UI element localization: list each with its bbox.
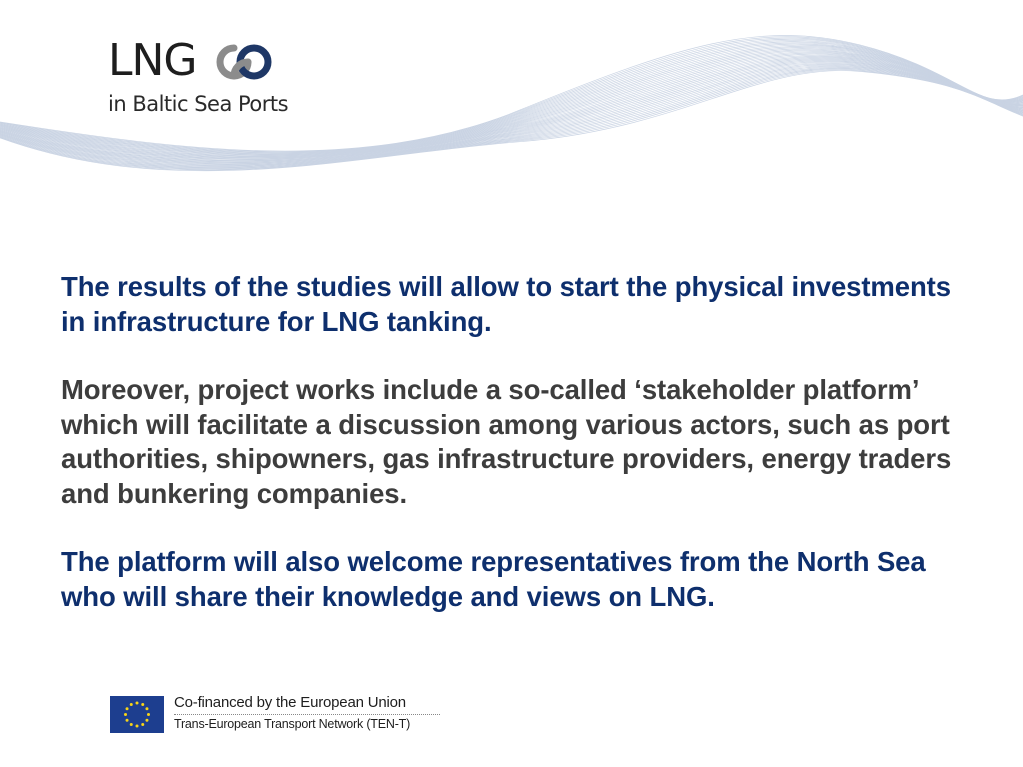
logo-subtitle: in Baltic Sea Ports	[108, 92, 289, 116]
ten-t-text: Trans-European Transport Network (TEN-T)	[174, 717, 411, 731]
paragraph-north-sea: The platform will also welcome representatives from the North Sea who will share their knowledge and views on LNG.	[61, 546, 926, 612]
eu-star	[136, 725, 139, 728]
paragraph-stakeholder-platform: Moreover, project works include a so-called ‘stakeholder platform’ which will facilitate a discussion among various actors, such as port authorities, shipowners, gas infrastructure providers, energy traders and bunkering companies.	[61, 374, 952, 509]
eu-star	[130, 723, 133, 726]
eu-star	[141, 723, 144, 726]
eu-star	[126, 719, 129, 722]
eu-star	[145, 707, 148, 710]
paragraph-results: The results of the studies will allow to start the physical investments in infrastructure for LNG tanking.	[61, 271, 951, 337]
eu-star	[126, 707, 129, 710]
eu-star	[124, 713, 127, 716]
eu-flag-icon	[110, 696, 164, 733]
eu-star	[136, 702, 139, 705]
eu-star	[130, 703, 133, 706]
slide-body	[61, 270, 981, 614]
eu-star	[147, 713, 150, 716]
interlocked-rings-icon	[210, 40, 294, 84]
eu-star	[141, 703, 144, 706]
project-logo	[108, 36, 308, 126]
cofinanced-text: Co-financed by the European Union	[174, 694, 406, 711]
eu-cofinancing-footer	[110, 694, 450, 734]
logo-wordmark: LNG	[108, 35, 197, 86]
eu-star	[145, 719, 148, 722]
